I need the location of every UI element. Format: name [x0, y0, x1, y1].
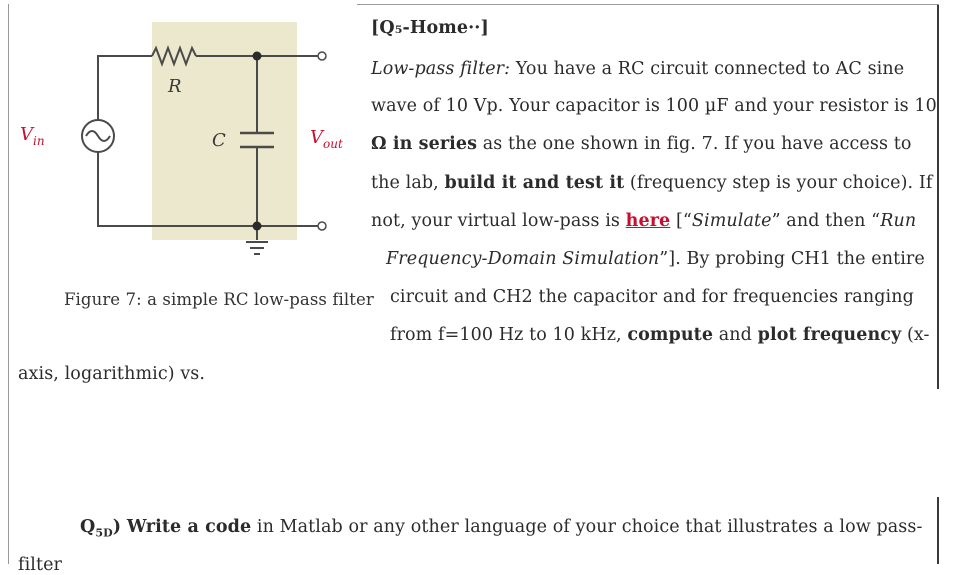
- build-test-bold: build it and test it: [444, 173, 625, 193]
- question-line-3: [371, 134, 911, 154]
- line8-a: from f=100 Hz to 10 kHz,: [390, 325, 628, 345]
- line6-b: ”]. By probing CH1 the entire: [659, 249, 925, 269]
- line4-b: (frequency step is your choice). If: [624, 173, 933, 193]
- question-line-1: [371, 59, 904, 79]
- question-line-6: [386, 249, 925, 269]
- terminal-bottom: [318, 222, 326, 230]
- write-code-bold: Write a code: [126, 517, 252, 537]
- compute-bold: compute: [627, 325, 714, 345]
- line5-a: not, your virtual low-pass is: [371, 211, 626, 231]
- question-line-5: [371, 211, 916, 231]
- next-question-line: [80, 517, 923, 540]
- line1-text: You have a RC circuit connected to AC sine: [510, 59, 905, 79]
- question-line-2: wave of 10 Vp. Your capacitor is 100 µF and your resistor is 10: [371, 96, 937, 116]
- frame-right-line: [937, 4, 939, 389]
- next-question-tag: $Q_{5D}$): [80, 517, 122, 540]
- simulator-link[interactable]: here: [625, 211, 671, 231]
- overflow-word: filter: [18, 555, 63, 575]
- rc-circuit-figure: [16, 12, 356, 282]
- line8-c: (x-: [901, 325, 930, 345]
- line4-a: the lab,: [371, 173, 445, 193]
- low-pass-label: Low-pass filter:: [371, 59, 511, 79]
- node-top: [253, 52, 262, 61]
- node-bottom: [253, 222, 262, 231]
- line5-b: [“: [670, 211, 692, 231]
- figure-caption: Figure 7: a simple RC low-pass filter: [64, 290, 374, 309]
- terminal-top: [318, 52, 326, 60]
- frame-top-line: [357, 4, 939, 5]
- run-italic: Run: [880, 211, 917, 231]
- line8-b: and: [713, 325, 758, 345]
- label-r: R: [168, 76, 182, 97]
- simulate-italic: Simulate: [691, 211, 772, 231]
- label-c: C: [212, 130, 226, 151]
- plot-frequency-bold: plot frequency: [757, 325, 902, 345]
- label-vout: $V_{out}$: [310, 127, 343, 151]
- question-tag: [Q₅-Home··]: [371, 18, 489, 38]
- question-line-4: [371, 173, 932, 193]
- frame-left-line: [8, 4, 9, 564]
- label-vin: $V_{in}$: [20, 124, 45, 148]
- question-line-7: circuit and CH2 the capacitor and for frequencies ranging: [390, 287, 914, 307]
- line5-c: ” and then “: [771, 211, 881, 231]
- line3-text: as the one shown in fig. 7. If you have access to: [477, 134, 912, 154]
- in-series-bold: Ω in series: [371, 134, 478, 154]
- question-line-8: [390, 325, 930, 345]
- next-question-text: in Matlab or any other language of your choice that illustrates a low pass-: [251, 517, 923, 537]
- question-line-9: axis, logarithmic) vs.: [18, 364, 206, 384]
- frame-right-line-lower: [937, 497, 939, 564]
- fds-italic: Frequency-Domain Simulation: [386, 249, 660, 269]
